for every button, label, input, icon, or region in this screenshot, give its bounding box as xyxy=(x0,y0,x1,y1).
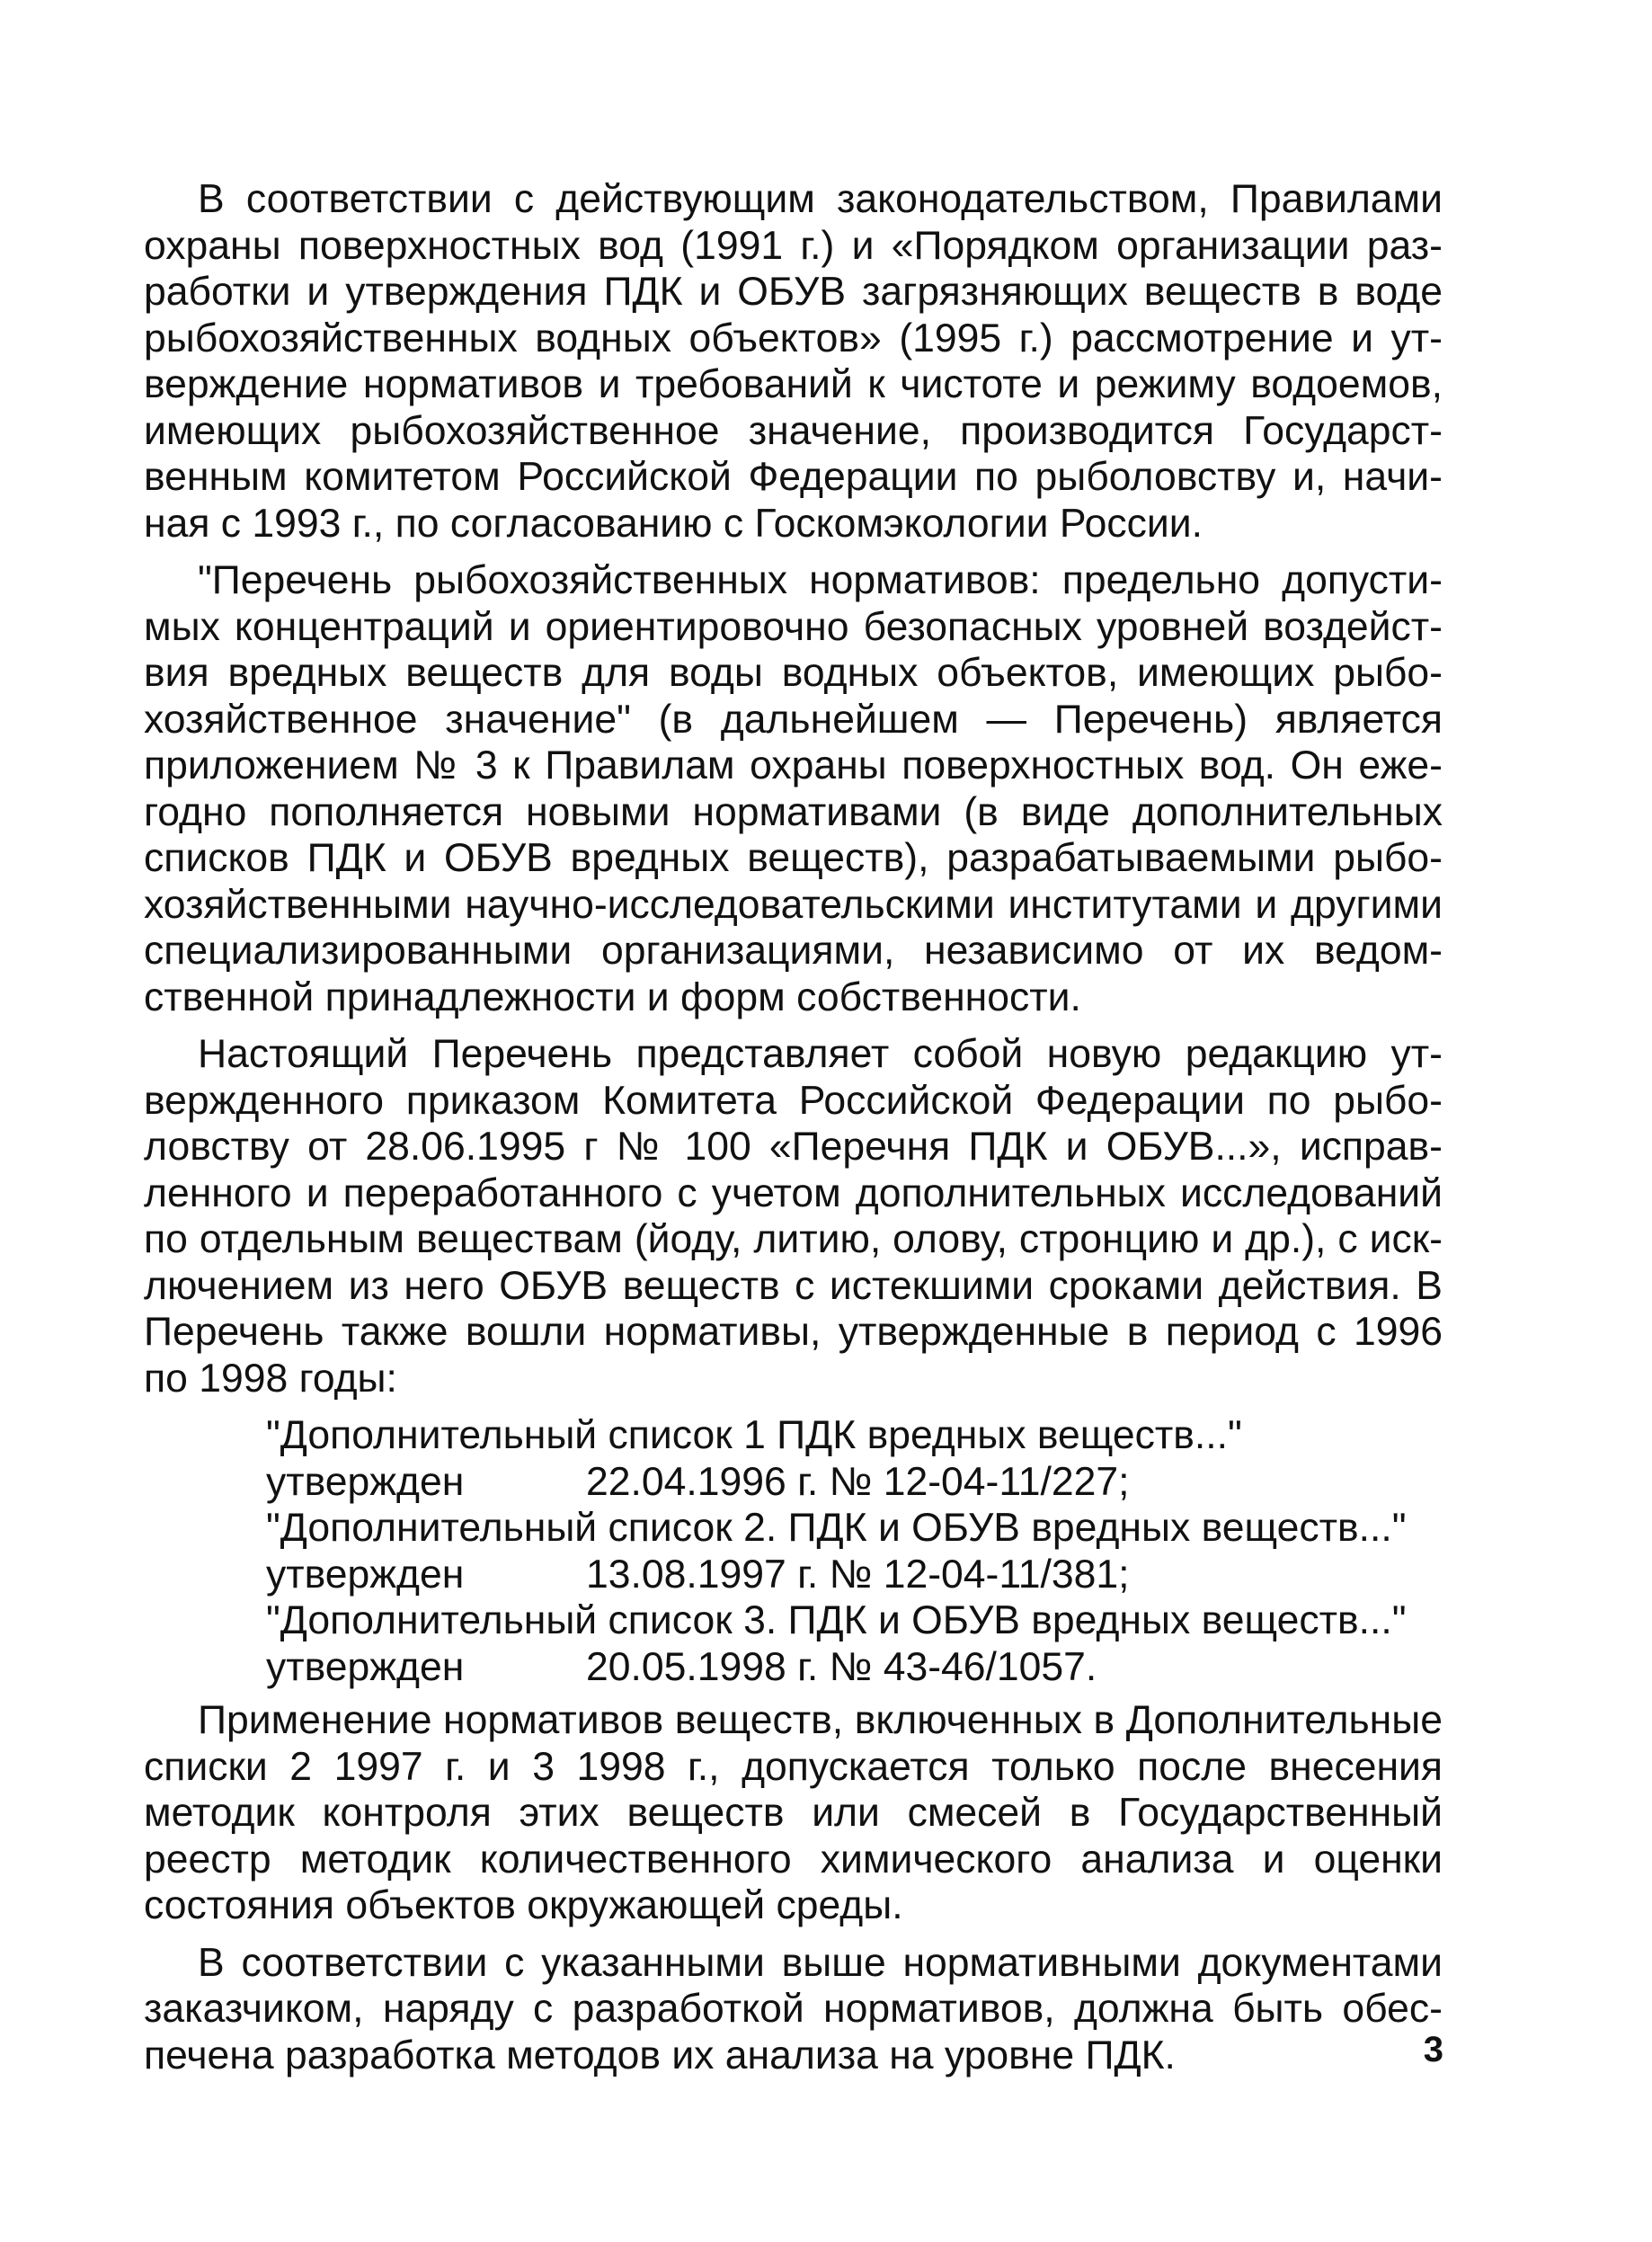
approved-value: 22.04.1996 г. № 12-04-11/227; xyxy=(586,1459,1130,1504)
list-item-title: "Дополнительный список 3. ПДК и ОБУВ вредных веществ..." xyxy=(266,1598,1407,1642)
approved-value: 13.08.1997 г. № 12-04-11/381; xyxy=(586,1552,1130,1597)
list-item-title: "Дополнительный список 1 ПДК вредных веществ..." xyxy=(266,1413,1242,1457)
approved-label: утвержден xyxy=(266,1459,465,1504)
list-item-approval xyxy=(266,1459,1443,1506)
paragraph-list-definition: "Перечень рыбохозяйственных нормативов: предельно допустимых концентраций и ориентировочно безопасных уровней воздействия вредных веществ для воды водных объектов, имеющих рыбохозяйственное значение" (в дальнейшем — Перечень) является приложением № 3 к Правилам охраны поверхностных вод. Он ежегодно пополняется новыми нормативами (в виде дополнительных списков ПДК и ОБУВ вредных веществ), разрабатываемыми рыбохозяйственными научно-исследовательскими институтами и другими специализированными организациями, независимо от их ведомственной принадлежности и форм собственности. xyxy=(144,558,1443,1019)
list-item-title: "Дополнительный список 2. ПДК и ОБУВ вредных веществ..." xyxy=(266,1506,1407,1550)
approved-label: утвержден xyxy=(266,1552,465,1597)
paragraph-new-edition: Настоящий Перечень представляет собой новую редакцию утвержденного приказом Комитета Российской Федерации по рыболовству от 28.06.1995 г № 100 «Перечня ПДК и ОБУВ...», исправленного и переработанного с учетом дополнительных исследований по отдельным веществам (йоду, литию, олову, стронцию и др.), с исключением из него ОБУВ веществ с истекшими сроками действия. В Перечень также вошли нормативы, утвержденные в период с 1996 по 1998 годы: xyxy=(144,1032,1443,1401)
paragraph-methods-requirement: В соответствии с указанными выше нормативными документами заказчиком, наряду с разработкой нормативов, должна быть обеспечена разработка методов их анализа на уровне ПДК. xyxy=(144,1940,1443,2077)
document-page xyxy=(144,176,1443,2089)
approved-value: 20.05.1998 г. № 43-46/1057. xyxy=(586,1644,1097,1689)
paragraph-application-conditions: Применение нормативов веществ, включенных в Дополнительные списки 2 1997 г. и 3 1998 г., допускается только после внесения методик контроля этих веществ или смесей в Государственный реестр методик количественного химического анализа и оценки состояния объектов окружающей среды. xyxy=(144,1698,1443,1927)
list-item-approval xyxy=(266,1552,1443,1598)
approved-label: утвержден xyxy=(266,1644,465,1689)
supplementary-lists xyxy=(144,1412,1443,1690)
page-number: 3 xyxy=(1423,2030,1443,2069)
list-item-approval xyxy=(266,1644,1443,1691)
paragraph-legal-basis: В соответствии с действующим законодательством, Правилами охраны поверхностных вод (1991 г.) и «Порядком организации разработки и утверждения ПДК и ОБУВ загрязняющих веществ в воде рыбохозяйственных водных объектов» (1995 г.) рассмотрение и утверждение нормативов и требований к чистоте и режиму водоемов, имеющих рыбохозяйственное значение, производится Государственным комитетом Российской Федерации по рыболовству и, начиная с 1993 г., по согласованию с Госкомэкологии России. xyxy=(144,177,1443,546)
